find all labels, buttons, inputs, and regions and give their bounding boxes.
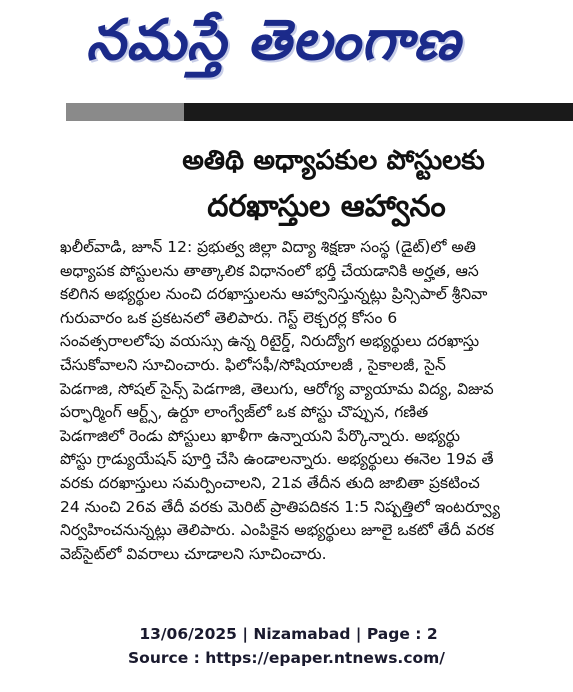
headline-line-1: అతిథి అధ్యాపకుల పోస్టులకు — [182, 145, 485, 176]
article-line: చేసుకోవాలని సూచించారు. ఫిలోసఫీ/సోషియాలజీ , సైకాలజీ, సైన్ — [60, 355, 446, 374]
masthead-logo: నమస్తే తెలంగాణ — [86, 8, 461, 73]
headline-line-2: దరఖాస్తుల ఆహ్వానం — [207, 189, 446, 224]
article-line: గురువారం ఒక ప్రకటనలో తెలిపారు. గెస్ట్ లెక్చరర్ల కోసం 6 — [60, 308, 398, 327]
article-line: కలిగిన అభ్యర్థుల నుంచి దరఖాస్తులను ఆహ్వానిస్తున్నట్లు ప్రిన్సిపాల్ శ్రీనివా — [60, 285, 488, 304]
masthead — [0, 0, 573, 95]
article-line: వరకు దరఖాస్తులు సమర్పించాలని, 21వ తేదీన తుది జాబితా ప్రకటించ — [60, 473, 480, 492]
article-line: ఖలీల్‌వాడి, జూన్ 12: ప్రభుత్వ జిల్లా విద్యా శిక్షణా సంస్థ (డైట్)లో అతి — [60, 238, 476, 256]
article-body — [60, 236, 573, 612]
article-line: పోస్టు గ్రాడ్యుయేషన్ పూర్తి చేసి ఉండాలన్నారు. అభ్యర్థులు ఈనెల 19వ తే — [60, 450, 494, 469]
article-line: పెడగాజిలో రెండు పోస్టులు ఖాళీగా ఉన్నాయని పేర్కొన్నారు. అభ్యర్థు — [60, 426, 460, 445]
footer — [0, 622, 573, 670]
headline — [66, 138, 573, 230]
article-line: పర్ఫార్మింగ్ ఆర్ట్స్, ఉర్దూ లాంగ్వేజ్‌లో ఒక పోస్టు చొప్పున, గణిత — [60, 403, 429, 422]
header-rule-accent — [66, 103, 184, 121]
article-line: పెడగాజి, సోషల్ సైన్స్ పెడగాజి, తెలుగు, ఆరోగ్య వ్యాయామ విద్య, విజువ — [60, 379, 494, 398]
article-line-cut: వెబ్‌సైట్‌లో వివరాలు చూడాలని సూచించారు. — [60, 544, 327, 563]
article-line: నిర్వహించనున్నట్లు తెలిపారు. ఎంపికైన అభ్యర్థులు జూలై ఒకటో తేదీ వరక — [60, 521, 494, 540]
article-line: సంవత్సరాలలోపు వయస్సు ఉన్న రిటైర్డ్, నిరుద్యోగ అభ్యర్థులు దరఖాస్తు — [60, 332, 480, 351]
edition-info: 13/06/2025 | Nizamabad | Page : 2 — [139, 625, 438, 643]
article-line: 24 నుంచి 26వ తేదీ వరకు మెరిట్ ప్రాతిపదికన 1:5 నిష్పత్తిలో ఇంటర్వ్యూ — [60, 497, 501, 516]
source-link[interactable]: Source : https://epaper.ntnews.com/ — [128, 649, 445, 667]
article-line: అధ్యాపక పోస్టులను తాత్కాలిక విధానంలో భర్తీ చేయడానికి అర్హత, ఆస — [60, 261, 479, 280]
